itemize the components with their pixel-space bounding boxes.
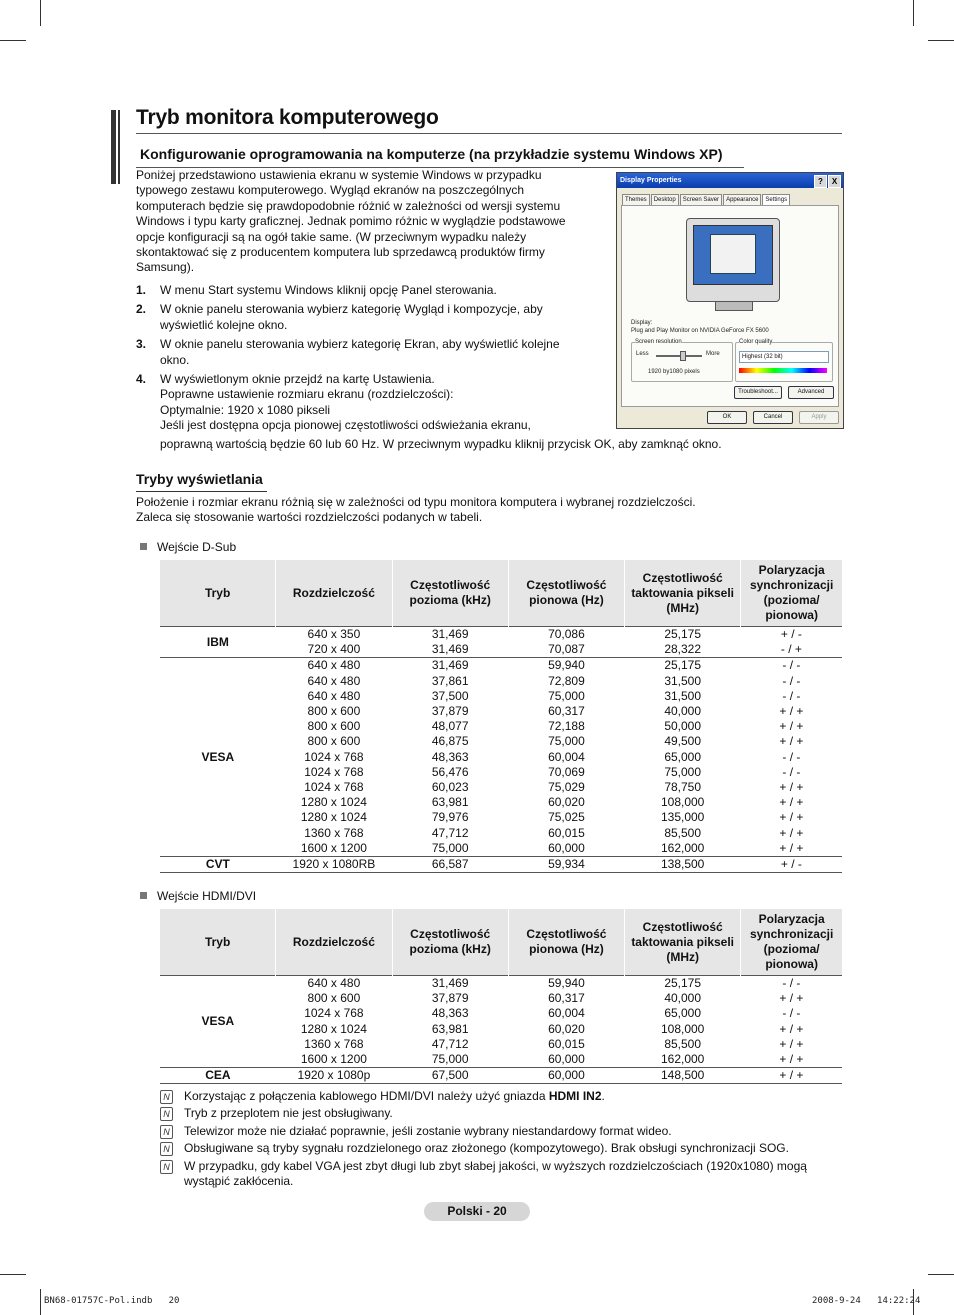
cell-value: 79,976 — [431, 810, 469, 825]
cell-value: 1024 x 768 — [304, 749, 364, 764]
column-header — [392, 909, 508, 976]
value-cell — [276, 1068, 392, 1084]
column-header-line: Częstotliwość — [526, 927, 607, 941]
column-header-line: synchronizacji — [749, 927, 834, 941]
table-row — [160, 658, 842, 857]
crop-mark — [928, 40, 954, 41]
cell-value: 1360 x 768 — [304, 1036, 364, 1051]
footer-file: BN68-01757C-Pol.indb 20 — [44, 1296, 180, 1306]
table-row — [160, 1068, 842, 1084]
cell-value: 40,000 — [664, 991, 702, 1006]
cell-value: 60,023 — [431, 780, 469, 795]
cell-value: 31,500 — [664, 688, 702, 703]
cell-value: 25,175 — [664, 976, 702, 990]
troubleshoot-button[interactable]: Troubleshoot... — [734, 386, 782, 399]
cell-value: 31,469 — [431, 658, 469, 673]
cell-value: 48,077 — [431, 719, 469, 734]
cell-value: 720 x 400 — [307, 642, 361, 657]
cell-value: 50,000 — [664, 719, 702, 734]
column-header-line: Częstotliwość — [410, 578, 491, 592]
cell-value: 640 x 480 — [307, 688, 361, 703]
cell-value: 800 x 600 — [307, 719, 361, 734]
cell-value: 162,000 — [660, 1052, 705, 1067]
cell-value: 60,317 — [548, 704, 585, 719]
cell-value: 78,750 — [664, 780, 702, 795]
note-text: Obsługiwane są tryby sygnału rozdzielonego oraz złożonego (kompozytowego). Brak obsługi synchronizacji SOG. — [184, 1141, 789, 1156]
cell-value: + / + — [779, 719, 804, 734]
cell-value: 25,175 — [664, 627, 702, 641]
cell-value: 1920 x 1080RB — [292, 857, 376, 872]
value-cell — [508, 1068, 624, 1084]
cell-value: 70,086 — [548, 627, 585, 641]
cell-value: 108,000 — [660, 1021, 705, 1036]
cell-value: 60,000 — [548, 1052, 585, 1067]
cell-value: 148,500 — [660, 1068, 705, 1083]
cell-value: + / + — [779, 734, 804, 749]
tab-desktop[interactable]: Desktop — [651, 194, 679, 205]
value-cell — [741, 658, 842, 857]
cancel-button[interactable]: Cancel — [753, 411, 793, 424]
column-header — [160, 560, 276, 627]
step-4-last-line: poprawną wartością będzie 60 lub 60 Hz. W przeciwnym wypadku kliknij przycisk OK, aby zamknąć okno. — [160, 437, 722, 451]
step-text: W wyświetlonym oknie przejdź na kartę Ustawienia. — [160, 372, 435, 387]
dialog-title: Display Properties — [620, 177, 682, 184]
note-pencil-icon: N — [160, 1125, 173, 1139]
cell-value: 1280 x 1024 — [300, 1021, 367, 1036]
column-header-line: pionowa (Hz) — [529, 942, 604, 956]
value-cell — [276, 627, 392, 658]
intro-line: typowego zestawu komputerowego. Wygląd ekranów na poszczególnych — [136, 183, 525, 198]
cell-value: + / + — [779, 1036, 804, 1051]
cell-value: 31,469 — [431, 976, 469, 990]
step-text: Jeśli jest dostępna opcja pionowej częstotliwości odświeżania ekranu, — [160, 418, 531, 433]
column-header — [741, 909, 842, 976]
cell-value: 48,363 — [431, 749, 469, 764]
cell-value: 60,000 — [548, 840, 585, 855]
step-number: 1. — [136, 283, 147, 297]
cell-value: 65,000 — [664, 1006, 702, 1021]
cell-value: 1280 x 1024 — [300, 810, 367, 825]
cell-value: + / + — [779, 704, 804, 719]
more-label: More — [706, 351, 720, 357]
cell-value: + / + — [779, 1052, 804, 1067]
intro-line: Poniżej przedstawiono ustawienia ekranu w systemie Windows w przypadku — [136, 168, 542, 182]
cell-value: 162,000 — [660, 840, 705, 855]
value-cell — [625, 658, 741, 857]
value-cell — [276, 976, 392, 1068]
note-text: Tryb z przeplotem nie jest obsługiwany. — [184, 1106, 393, 1121]
column-header-line: pionowa) — [765, 957, 818, 971]
cell-value: - / + — [780, 642, 802, 657]
hdmi-label-text: Wejście HDMI/DVI — [157, 889, 257, 903]
section-title: Tryby wyświetlania — [136, 471, 263, 487]
cell-value: 1360 x 768 — [304, 825, 364, 840]
cell-value: 63,981 — [431, 1021, 469, 1036]
cell-value: 60,004 — [548, 749, 585, 764]
cell-value: 75,000 — [431, 1052, 469, 1067]
column-header-line: taktowania pikseli — [631, 585, 735, 600]
cell-value: 60,020 — [548, 1021, 585, 1036]
settings-panel — [621, 205, 839, 407]
step-text: W oknie panelu sterowania wybierz kategorię Ekran, aby wyświetlić kolejne — [160, 337, 560, 352]
cell-value: 72,188 — [548, 719, 585, 734]
help-icon[interactable]: ? — [814, 175, 827, 188]
intro-line: opcje konfiguracji są na ogół takie same. (W przeciwnym wypadku należy — [136, 229, 527, 244]
cell-value: - / - — [782, 976, 801, 990]
column-header-line: pionowa) — [765, 608, 818, 622]
column-header-line: pozioma (kHz) — [409, 942, 491, 956]
cell-value: + / + — [779, 840, 804, 855]
cell-value: 25,175 — [664, 658, 702, 673]
cell-value: 75,000 — [664, 764, 702, 779]
note-item — [160, 1089, 840, 1104]
cell-value: 640 x 480 — [307, 976, 361, 990]
advanced-button[interactable]: Advanced — [788, 386, 834, 399]
cell-value: 85,500 — [664, 1036, 702, 1051]
hdmi-modes-table — [160, 909, 842, 1084]
crop-mark — [0, 1274, 26, 1275]
cell-value: 63,981 — [431, 795, 469, 810]
value-cell — [508, 857, 624, 873]
step-text: W menu Start systemu Windows kliknij opcję Panel sterowania. — [160, 283, 497, 297]
column-header-line: (pozioma/ — [763, 593, 820, 607]
footer-timestamp: 2008-9-24 14:22:24 — [812, 1296, 921, 1306]
dsub-label — [140, 540, 236, 554]
intro-line: komputerach będzie się prawdopodobnie różnić w zależności od wersji systemu — [136, 198, 561, 213]
column-header — [160, 909, 276, 976]
display-value: Plug and Play Monitor on NVIDIA GeForce FX 5600 — [631, 328, 769, 334]
cell-value: + / + — [779, 1068, 804, 1083]
color-label: Color quality — [739, 339, 773, 345]
crop-mark — [913, 0, 914, 26]
page-number: Polski - 20 — [424, 1202, 530, 1221]
table-row — [160, 627, 842, 658]
column-header — [741, 560, 842, 627]
note-text-after: . — [601, 1089, 605, 1103]
cell-value: 640 x 480 — [307, 673, 361, 688]
note-item — [160, 1141, 840, 1156]
crop-mark — [0, 40, 26, 41]
column-header-line: (MHz) — [666, 949, 699, 964]
column-header — [625, 909, 741, 976]
note-item — [160, 1159, 840, 1190]
resolution-slider[interactable] — [656, 355, 702, 357]
value-cell — [392, 976, 508, 1068]
cell-value: 75,025 — [548, 810, 585, 825]
value-cell — [625, 627, 741, 658]
resolution-group — [631, 342, 733, 382]
cell-value: 31,469 — [431, 627, 469, 641]
column-header — [625, 560, 741, 627]
dsub-modes-table — [160, 560, 842, 873]
note-pencil-icon: N — [160, 1090, 173, 1104]
cell-value: 37,500 — [431, 688, 469, 703]
step-text: okno. — [160, 352, 190, 367]
cell-value: 1024 x 768 — [304, 764, 364, 779]
value-cell — [392, 857, 508, 873]
value-cell — [741, 1068, 842, 1084]
less-label: Less — [636, 351, 649, 357]
section-paragraph — [136, 495, 836, 526]
step-text: W oknie panelu sterowania wybierz kategorię Wygląd i kompozycje, aby — [160, 302, 543, 317]
cell-value: 70,069 — [548, 764, 585, 779]
intro-paragraph — [136, 168, 581, 276]
square-bullet-icon — [140, 892, 147, 899]
column-header-line: Rozdzielczość — [292, 585, 375, 600]
resolution-value: 1920 by1080 pixels — [648, 369, 700, 375]
cell-value: 46,875 — [431, 734, 469, 749]
cell-value: + / + — [779, 825, 804, 840]
cell-value: + / + — [779, 780, 804, 795]
cell-value: 135,000 — [660, 810, 705, 825]
column-header-line: Rozdzielczość — [292, 934, 375, 949]
column-header-line: Częstotliwość — [410, 927, 491, 941]
value-cell — [392, 658, 508, 857]
column-header-line: Polaryzacja — [758, 563, 825, 577]
cell-value: 1920 x 1080p — [297, 1068, 371, 1083]
value-cell — [741, 976, 842, 1068]
dialog-tabs — [622, 194, 791, 205]
column-header-line: Tryb — [204, 585, 231, 600]
column-header — [508, 909, 624, 976]
value-cell — [508, 627, 624, 658]
value-cell — [625, 857, 741, 873]
cell-value: 31,500 — [664, 673, 702, 688]
title-accent-bars — [111, 110, 121, 184]
cell-value: 60,000 — [548, 1068, 585, 1083]
tab-appearance[interactable]: Appearance — [723, 194, 761, 205]
value-cell — [625, 976, 741, 1068]
note-pencil-icon: N — [160, 1142, 173, 1156]
table-header-row — [160, 560, 842, 627]
cell-value: 60,317 — [548, 991, 585, 1006]
hdmi-label — [140, 889, 256, 903]
cell-value: 66,587 — [431, 857, 469, 872]
column-header — [392, 560, 508, 627]
cell-value: + / + — [779, 1021, 804, 1036]
column-header-line: pionowa (Hz) — [529, 593, 604, 607]
cell-value: 65,000 — [664, 749, 702, 764]
dialog-titlebar — [617, 173, 843, 188]
value-cell — [392, 627, 508, 658]
resolution-slider-handle[interactable] — [680, 351, 686, 361]
value-cell — [276, 857, 392, 873]
step-number: 4. — [136, 372, 147, 387]
cell-value: - / - — [782, 688, 801, 703]
cell-value: - / - — [782, 673, 801, 688]
cell-value: 59,940 — [548, 976, 585, 990]
cell-value: 640 x 480 — [307, 658, 361, 673]
note-item — [160, 1106, 840, 1121]
subsection-title: Konfigurowanie oprogramowania na komputerze (na przykładzie systemu Windows XP) — [140, 146, 723, 162]
crop-mark — [40, 1289, 41, 1315]
cell-value: 1280 x 1024 — [300, 795, 367, 810]
table-row — [160, 976, 842, 1068]
apply-button[interactable]: Apply — [799, 411, 839, 424]
tab-themes[interactable]: Themes — [622, 194, 650, 205]
cell-value: 75,000 — [431, 840, 469, 855]
cell-value: 1600 x 1200 — [300, 840, 367, 855]
column-header-line: taktowania pikseli — [631, 934, 735, 949]
column-header — [276, 909, 392, 976]
cell-value: - / - — [782, 749, 801, 764]
cell-value: 59,934 — [548, 857, 585, 872]
intro-line: skontaktować się z producentem komputera lub sprzedawcą produktów firmy — [136, 245, 545, 260]
mode-cell: VESA — [160, 658, 276, 857]
step-text: wyświetlić kolejne okno. — [160, 317, 288, 332]
cell-value: 1024 x 768 — [304, 780, 364, 795]
cell-value: 800 x 600 — [307, 991, 361, 1006]
step-number: 3. — [136, 337, 147, 352]
step-text: Optymalnie: 1920 x 1080 pikseli — [160, 402, 331, 417]
notes-list — [160, 1089, 840, 1191]
column-header-line: Częstotliwość — [642, 919, 723, 934]
table-row — [160, 857, 842, 873]
display-properties-dialog — [616, 172, 844, 429]
note-bold: HDMI IN2 — [548, 1089, 602, 1103]
value-cell — [392, 1068, 508, 1084]
cell-value: 60,004 — [548, 1006, 585, 1021]
cell-value: 67,500 — [431, 1068, 469, 1083]
cell-value: 40,000 — [664, 704, 702, 719]
square-bullet-icon — [140, 543, 147, 550]
cell-value: 37,879 — [431, 704, 469, 719]
cell-value: 108,000 — [660, 795, 705, 810]
cell-value: 37,861 — [431, 673, 469, 688]
close-icon[interactable]: X — [828, 175, 841, 188]
step-number: 2. — [136, 302, 147, 317]
cell-value: 1600 x 1200 — [300, 1052, 367, 1067]
cell-value: 31,469 — [431, 642, 469, 657]
intro-line: Windows i typu karty graficznej. Jednak pomimo różnic w wyglądzie podstawowe — [136, 214, 566, 229]
cell-value: 37,879 — [431, 991, 469, 1006]
section-line: Zaleca się stosowanie wartości rozdzielczości podanych w tabeli. — [136, 510, 483, 525]
crop-mark — [40, 0, 41, 26]
section-line: Położenie i rozmiar ekranu różnią się w zależności od typu monitora komputera i wybranej rozdzielczości. — [136, 495, 696, 509]
cell-value: - / - — [782, 658, 801, 673]
cell-value: 28,322 — [664, 642, 702, 657]
value-cell — [741, 857, 842, 873]
cell-value: + / + — [779, 810, 804, 825]
cell-value: 800 x 600 — [307, 734, 361, 749]
tab-screen-saver[interactable]: Screen Saver — [680, 194, 722, 205]
note-pencil-icon: N — [160, 1107, 173, 1121]
value-cell — [276, 658, 392, 857]
cell-value: 60,015 — [548, 1036, 585, 1051]
cell-value: 60,020 — [548, 795, 585, 810]
cell-value: + / - — [780, 627, 802, 641]
cell-value: 56,476 — [431, 764, 469, 779]
note-item — [160, 1124, 840, 1139]
crop-mark — [928, 1274, 954, 1275]
value-cell — [741, 627, 842, 658]
display-label: Display: — [631, 320, 653, 326]
value-cell — [508, 976, 624, 1068]
note-pencil-icon: N — [160, 1160, 173, 1174]
value-cell — [508, 658, 624, 857]
mode-cell: VESA — [160, 976, 276, 1068]
monitor-icon — [686, 218, 780, 302]
cell-value: 800 x 600 — [307, 704, 361, 719]
cell-value: 70,087 — [548, 642, 585, 657]
column-header-line: synchronizacji — [749, 578, 834, 592]
column-header-line: Częstotliwość — [642, 570, 723, 585]
cell-value: 60,015 — [548, 825, 585, 840]
cell-value: 85,500 — [664, 825, 702, 840]
column-header-line: (pozioma/ — [763, 942, 820, 956]
cell-value: 75,029 — [548, 780, 585, 795]
note-text: Korzystając z połączenia kablowego HDMI/DVI należy użyć gniazda — [184, 1089, 549, 1103]
page-title: Tryb monitora komputerowego — [136, 106, 439, 129]
column-header-line: pozioma (kHz) — [409, 593, 491, 607]
color-quality-select[interactable]: Highest (32 bit) — [739, 351, 829, 363]
intro-line: Samsung). — [136, 260, 195, 275]
column-header — [508, 560, 624, 627]
cell-value: 1024 x 768 — [304, 1006, 364, 1021]
ok-button[interactable]: OK — [707, 411, 747, 424]
resolution-label: Screen resolution — [635, 339, 682, 345]
note-text: W przypadku, gdy kabel VGA jest zbyt długi lub zbyt słabej jakości, w wyższych rozdzielczościach (1920x1080) mogą wystąpić zakłócenia. — [184, 1158, 807, 1189]
cell-value: 59,940 — [548, 658, 585, 673]
cell-value: 47,712 — [431, 1036, 469, 1051]
column-header-line: Tryb — [204, 934, 231, 949]
cell-value: 138,500 — [660, 857, 705, 872]
cell-value: - / - — [782, 764, 801, 779]
column-header-line: Częstotliwość — [526, 578, 607, 592]
step-text: Poprawne ustawienie rozmiaru ekranu (rozdzielczości): — [160, 387, 454, 402]
cell-value: - / - — [782, 1006, 801, 1021]
table-header-row — [160, 909, 842, 976]
cell-value: + / + — [779, 795, 804, 810]
mode-cell: IBM — [160, 627, 276, 658]
tab-settings[interactable]: Settings — [762, 194, 790, 205]
mode-cell: CVT — [160, 857, 276, 873]
title-divider — [136, 133, 842, 134]
note-text: Telewizor może nie działać poprawnie, jeśli zostanie wybrany niestandardowy format wideo. — [184, 1123, 672, 1138]
cell-value: 640 x 350 — [307, 627, 361, 641]
cell-value: 72,809 — [548, 673, 585, 688]
cell-value: + / - — [780, 857, 802, 872]
section-divider — [136, 491, 267, 492]
column-header — [276, 560, 392, 627]
column-header-line: Polaryzacja — [758, 912, 825, 926]
cell-value: 47,712 — [431, 825, 469, 840]
cell-value: + / + — [779, 991, 804, 1006]
cell-value: 75,000 — [548, 688, 585, 703]
cell-value: 49,500 — [664, 734, 702, 749]
dsub-label-text: Wejście D-Sub — [157, 540, 237, 554]
column-header-line: (MHz) — [666, 600, 699, 615]
cell-value: 75,000 — [548, 734, 585, 749]
color-spectrum-bar — [739, 368, 827, 373]
mode-cell: CEA — [160, 1068, 276, 1084]
value-cell — [625, 1068, 741, 1084]
cell-value: 48,363 — [431, 1006, 469, 1021]
